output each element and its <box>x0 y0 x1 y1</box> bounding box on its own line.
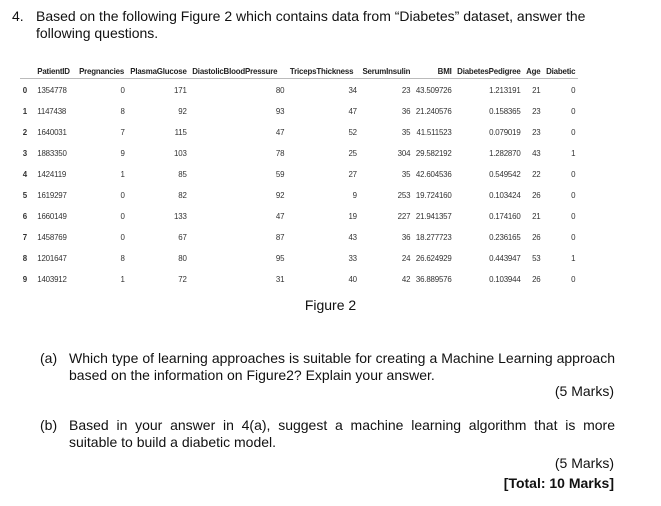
diabetes-data-table <box>20 64 578 289</box>
cell-plasmaglucose: 133 <box>174 210 187 221</box>
column-header-plasmaglucose: PlasmaGlucose <box>127 64 189 79</box>
cell-diabetespedigree: 1.282870 <box>489 147 521 158</box>
cell-diastolicbloodpressure: 47 <box>275 126 285 137</box>
cell-seruminsulin: 35 <box>401 126 411 137</box>
row-index: 8 <box>22 252 28 263</box>
row-index: 2 <box>22 126 28 137</box>
cell-diastolicbloodpressure: 80 <box>275 84 285 95</box>
cell-age: 26 <box>532 231 541 242</box>
cell-tricepsthickness: 19 <box>348 210 357 221</box>
row-index: 1 <box>22 105 28 116</box>
row-index: 3 <box>22 147 28 158</box>
cell-bmi: 21.941357 <box>415 210 452 221</box>
part-b-marks: (5 Marks) <box>554 455 614 471</box>
cell-plasmaglucose: 82 <box>178 189 187 200</box>
table-row <box>20 268 578 289</box>
cell-diabetespedigree: 0.158365 <box>489 105 521 116</box>
cell-plasmaglucose: 72 <box>178 273 187 284</box>
row-index: 6 <box>22 210 28 221</box>
part-b-label: (b) <box>40 417 58 433</box>
row-index: 0 <box>22 84 28 95</box>
cell-tricepsthickness: 40 <box>348 273 357 284</box>
cell-pregnancies: 8 <box>120 105 125 116</box>
cell-plasmaglucose: 171 <box>174 84 187 95</box>
cell-bmi: 21.240576 <box>415 105 452 116</box>
table-row <box>20 121 578 142</box>
part-a-label: (a) <box>40 350 58 366</box>
cell-plasmaglucose: 85 <box>178 168 187 179</box>
cell-diabetic: 0 <box>571 168 576 179</box>
cell-tricepsthickness: 25 <box>348 147 357 158</box>
table-body <box>20 79 578 290</box>
cell-pregnancies: 0 <box>120 189 125 200</box>
cell-bmi: 43.509726 <box>415 84 452 95</box>
cell-seruminsulin: 35 <box>401 168 411 179</box>
cell-diabetespedigree: 0.079019 <box>489 126 521 137</box>
part-a-marks: (5 Marks) <box>554 383 614 399</box>
cell-seruminsulin: 36 <box>401 231 411 242</box>
cell-bmi: 18.277723 <box>415 231 452 242</box>
table-row <box>20 205 578 226</box>
column-header-bmi: BMI <box>413 64 454 79</box>
column-header-patientid: PatientID <box>34 64 76 79</box>
cell-bmi: 19.724160 <box>415 189 452 200</box>
table-row <box>20 163 578 184</box>
column-header-diastolicbloodpressure: DiastolicBloodPressure <box>189 64 287 79</box>
cell-patientid: 1403912 <box>37 273 67 284</box>
cell-seruminsulin: 227 <box>397 210 411 221</box>
cell-patientid: 1883350 <box>37 147 67 158</box>
row-index: 7 <box>22 231 28 242</box>
table-row <box>20 184 578 205</box>
cell-diastolicbloodpressure: 47 <box>275 210 285 221</box>
cell-age: 22 <box>532 168 541 179</box>
cell-tricepsthickness: 33 <box>348 252 357 263</box>
cell-plasmaglucose: 115 <box>174 126 187 137</box>
cell-tricepsthickness: 47 <box>348 105 357 116</box>
cell-pregnancies: 0 <box>120 84 125 95</box>
table-row <box>20 226 578 247</box>
cell-diastolicbloodpressure: 78 <box>275 147 285 158</box>
cell-tricepsthickness: 52 <box>348 126 357 137</box>
part-a-text: Which type of learning approaches is suitable for creating a Machine Learning approach based on the information on Figure2? Explain your answer. <box>69 350 615 383</box>
cell-patientid: 1640031 <box>37 126 67 137</box>
cell-bmi: 29.582192 <box>415 147 452 158</box>
cell-age: 23 <box>532 126 541 137</box>
cell-diabetespedigree: 0.236165 <box>489 231 521 242</box>
cell-age: 21 <box>532 210 541 221</box>
question-text: Based on the following Figure 2 which contains data from “Diabetes” dataset, answer the following questions. <box>36 8 586 41</box>
cell-diastolicbloodpressure: 93 <box>275 105 285 116</box>
cell-diabetespedigree: 0.443947 <box>489 252 521 263</box>
cell-diabetic: 0 <box>571 210 576 221</box>
cell-diabetic: 1 <box>571 147 576 158</box>
cell-seruminsulin: 23 <box>401 84 411 95</box>
part-b-text: Based in your answer in 4(a), suggest a machine learning algorithm that is more suitable to build a diabetic model. <box>69 417 615 450</box>
cell-tricepsthickness: 34 <box>348 84 357 95</box>
cell-pregnancies: 0 <box>120 231 125 242</box>
cell-diastolicbloodpressure: 59 <box>275 168 285 179</box>
column-header-age: Age <box>523 64 543 79</box>
column-header-diabetic: Diabetic <box>543 64 578 79</box>
column-header-pregnancies: Pregnancies <box>76 64 127 79</box>
cell-patientid: 1424119 <box>37 168 67 179</box>
column-header-seruminsulin: SerumInsulin <box>360 64 413 79</box>
index-header <box>20 64 34 79</box>
cell-age: 26 <box>532 273 541 284</box>
cell-age: 21 <box>532 84 541 95</box>
column-header-diabetespedigree: DiabetesPedigree <box>454 64 523 79</box>
cell-age: 23 <box>532 105 541 116</box>
cell-age: 26 <box>532 189 541 200</box>
cell-patientid: 1458769 <box>37 231 67 242</box>
cell-bmi: 26.624929 <box>415 252 452 263</box>
figure-caption: Figure 2 <box>304 297 357 313</box>
cell-diastolicbloodpressure: 31 <box>275 273 285 284</box>
cell-bmi: 42.604536 <box>415 168 452 179</box>
table-row <box>20 100 578 121</box>
cell-pregnancies: 1 <box>120 168 125 179</box>
cell-age: 53 <box>532 252 541 263</box>
cell-diabetic: 1 <box>571 252 576 263</box>
cell-patientid: 1619297 <box>37 189 67 200</box>
cell-plasmaglucose: 80 <box>178 252 187 263</box>
cell-patientid: 1147438 <box>37 105 67 116</box>
cell-bmi: 41.511523 <box>416 126 452 137</box>
row-index: 4 <box>22 168 28 179</box>
cell-diastolicbloodpressure: 92 <box>275 189 285 200</box>
cell-diabetic: 0 <box>571 231 576 242</box>
cell-pregnancies: 9 <box>120 147 125 158</box>
cell-pregnancies: 8 <box>120 252 125 263</box>
cell-diabetic: 0 <box>571 126 576 137</box>
cell-seruminsulin: 304 <box>397 147 411 158</box>
cell-patientid: 1201647 <box>37 252 67 263</box>
cell-diabetic: 0 <box>571 105 576 116</box>
cell-age: 43 <box>532 147 541 158</box>
cell-plasmaglucose: 67 <box>178 231 187 242</box>
cell-diabetic: 0 <box>571 84 576 95</box>
cell-pregnancies: 7 <box>120 126 125 137</box>
row-index: 9 <box>22 273 28 284</box>
cell-seruminsulin: 42 <box>401 273 411 284</box>
cell-diastolicbloodpressure: 87 <box>275 231 285 242</box>
table-row <box>20 247 578 268</box>
cell-patientid: 1660149 <box>37 210 67 221</box>
cell-pregnancies: 1 <box>120 273 125 284</box>
cell-seruminsulin: 36 <box>401 105 411 116</box>
cell-diabetic: 0 <box>571 273 576 284</box>
cell-plasmaglucose: 92 <box>178 105 187 116</box>
cell-diabetic: 0 <box>571 189 576 200</box>
column-header-tricepsthickness: TricepsThickness <box>287 64 360 79</box>
cell-tricepsthickness: 43 <box>348 231 357 242</box>
row-index: 5 <box>22 189 28 200</box>
cell-patientid: 1354778 <box>37 84 67 95</box>
table-row <box>20 79 578 101</box>
cell-tricepsthickness: 27 <box>348 168 357 179</box>
cell-diabetespedigree: 0.103944 <box>489 273 521 284</box>
table-header-row <box>20 64 578 79</box>
total-marks: [Total: 10 Marks] <box>503 475 614 491</box>
cell-diabetespedigree: 1.213191 <box>489 84 521 95</box>
question-number: 4. <box>12 8 24 24</box>
cell-diastolicbloodpressure: 95 <box>275 252 285 263</box>
cell-diabetespedigree: 0.103424 <box>489 189 521 200</box>
cell-diabetespedigree: 0.549542 <box>489 168 521 179</box>
cell-seruminsulin: 253 <box>397 189 411 200</box>
table-row <box>20 142 578 163</box>
cell-bmi: 36.889576 <box>415 273 452 284</box>
cell-pregnancies: 0 <box>120 210 125 221</box>
cell-diabetespedigree: 0.174160 <box>489 210 521 221</box>
cell-plasmaglucose: 103 <box>174 147 187 158</box>
cell-seruminsulin: 24 <box>401 252 411 263</box>
cell-tricepsthickness: 9 <box>352 189 357 200</box>
